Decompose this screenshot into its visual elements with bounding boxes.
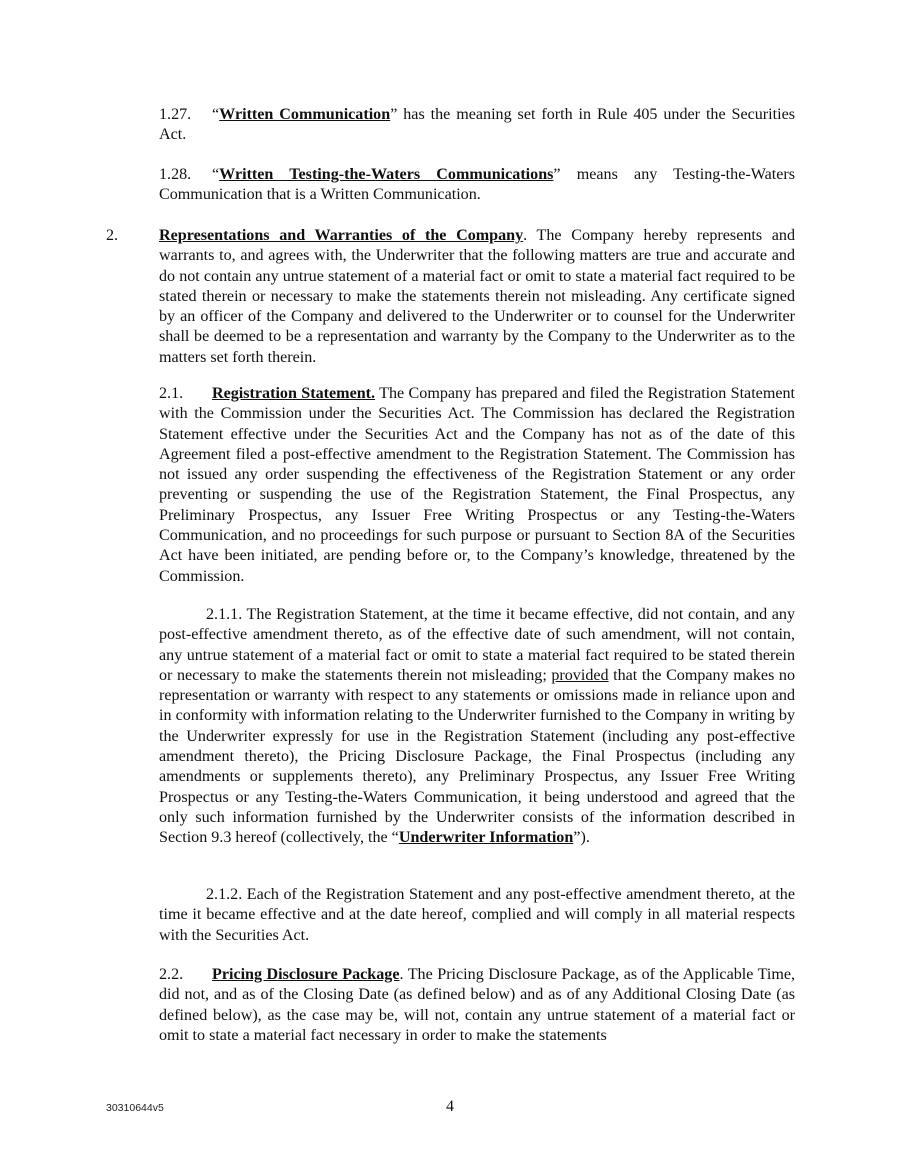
section-2-1-2: [159, 885, 795, 946]
section-2-1: [159, 384, 795, 587]
section-number: 2.2.: [159, 966, 184, 983]
section-heading: Registration Statement.: [212, 385, 376, 402]
provided-word: provided: [551, 666, 609, 684]
section-number: 1.27.: [159, 106, 192, 123]
section-2-number: 2.: [106, 227, 119, 244]
defined-term: Written Communication: [219, 106, 391, 123]
quote-open: “: [212, 106, 220, 123]
section-2: [159, 226, 795, 368]
section-text-c: ”).: [573, 829, 590, 847]
section-text: Each of the Registration Statement and any post-effective amendment thereto, at the time it became effective and at the date hereof, complied and will comply in all material respects with the Securities Act.: [159, 886, 795, 944]
section-number: 2.1.: [159, 385, 184, 402]
quote-open: “: [212, 166, 220, 183]
quote-close: ”: [390, 106, 398, 123]
document-id: 30310644v5: [106, 1102, 164, 1114]
definition-text: has the meaning set forth in Rule 405 under the Securities Act.: [159, 106, 795, 144]
section-number: 2.1.2.: [206, 886, 243, 903]
section-text: The Company has prepared and filed the Registration Statement with the Commission under the Securities Act. The Commission has declared the Registration Statement effective under the Securities Act and the Company has not as of the date of this Agreement filed a post-effective amendment to the Registration Statement. The Commission has not issued any order suspending the effectiveness of the Registration Statement or any order preventing or suspending the use of the Registration Statement, the Final Prospectus, any Preliminary Prospectus, any Issuer Free Writing Prospectus or any Testing-the-Waters Communication, and no proceedings for such purpose or pursuant to Section 8A of the Securities Act have been initiated, are pending before or, to the Company’s knowledge, threatened by the Commission.: [159, 385, 795, 585]
section-text: . The Pricing Disclosure Package, as of the Applicable Time, did not, and as of the Closing Date (as defined below) and as of any Additional Closing Date (as defined below), as the case may be, will not, contain any untrue statement of a material fact or omit to state a material fact necessary in order to make the statements: [159, 966, 796, 1044]
section-heading: Representations and Warranties of the Company: [159, 227, 524, 244]
defined-term: Underwriter Information: [398, 829, 574, 847]
quote-close: ”: [553, 166, 561, 183]
section-text: . The Company hereby represents and warrants to, and agrees with, the Underwriter that the following matters are true and accurate and do not contain any untrue statement of a material fact or omit to state a material fact required to be stated therein or necessary to make the statements therein not misleading. Any certificate signed by an officer of the Company and delivered to the Underwriter or to counsel for the Underwriter shall be deemed to be a representation and warranty by the Company to the Underwriter as to the matters set forth therein.: [159, 227, 796, 366]
defined-term: Written Testing-the-Waters Communications: [219, 166, 554, 183]
definition-text: means any Testing-the-Waters Communication that is a Written Communication.: [159, 166, 795, 204]
page-number: 4: [446, 1098, 454, 1115]
section-number: 1.28.: [159, 166, 192, 183]
section-2-1-1: [159, 605, 795, 849]
section-text-a: The Registration Statement, at the time it became effective, did not contain, and any post-effective amendment thereto, as of the effective date of such amendment, will not contain, any untrue statement of a material fact or omit to state a material fact required to be stated therein or necessary to make the statements therein not misleading;: [159, 606, 795, 684]
section-2-2: [159, 965, 795, 1046]
section-number: 2.1.1.: [206, 606, 243, 623]
section-heading: Pricing Disclosure Package: [212, 966, 400, 983]
definition-1-28: [159, 165, 795, 206]
section-text-b: that the Company makes no representation or warranty with respect to any statements or omissions made in reliance upon and in conformity with information relating to the Underwriter furnished to the Company in writing by the Underwriter expressly for use in the Registration Statement (including any post-effective amendment thereto), the Pricing Disclosure Package, the Final Prospectus (including any amendments or supplements thereto), any Preliminary Prospectus, any Issuer Free Writing Prospectus or any Testing-the-Waters Communication, it being understood and agreed that the only such information furnished by the Underwriter consists of the information described in Section 9.3 hereof (collectively, the “: [159, 666, 795, 847]
definition-1-27: [159, 105, 795, 146]
